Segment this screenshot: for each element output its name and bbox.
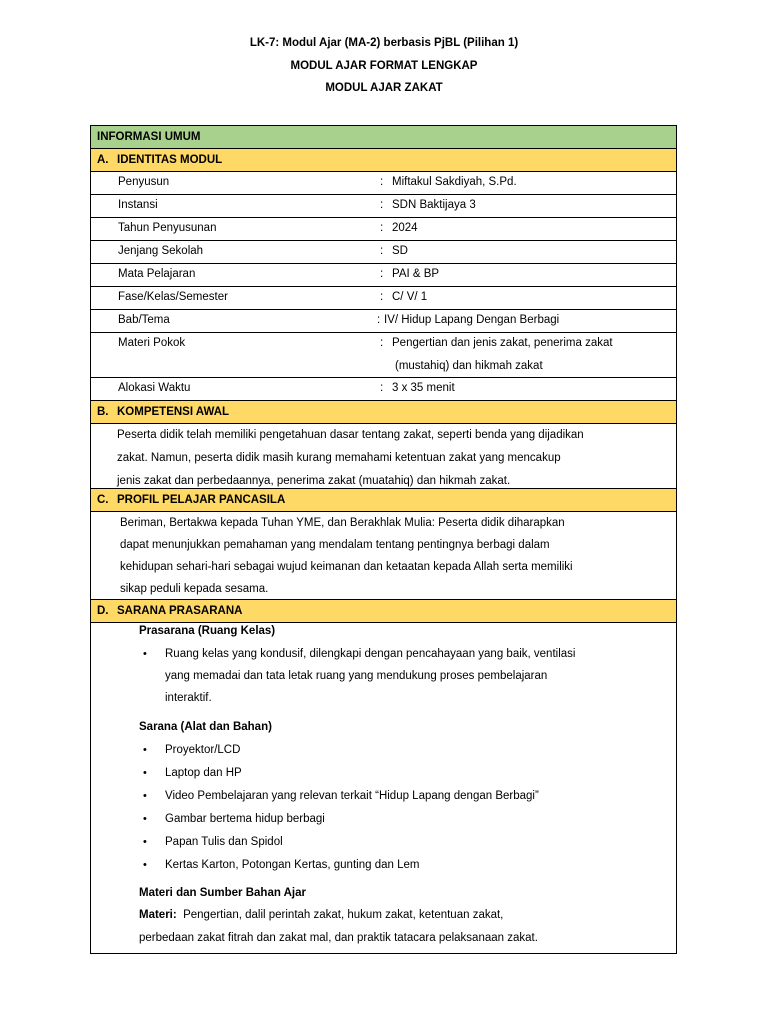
sarana-item: Gambar bertema hidup berbagi (165, 813, 325, 825)
identity-value: IV/ Hidup Lapang Dengan Berbagi (384, 314, 560, 326)
section-d-title: SARANA PRASARANA (117, 605, 243, 617)
identity-colon: : (380, 291, 384, 303)
sarana-item: Laptop dan HP (165, 767, 242, 779)
identity-colon: : (380, 337, 384, 349)
paragraph-line: Beriman, Bertakwa kepada Tuhan YME, dan Berakhlak Mulia: Peserta didik diharapkan (120, 517, 565, 529)
prasarana-title: Prasarana (Ruang Kelas) (139, 625, 276, 637)
identity-colon: : (380, 245, 384, 257)
section-b-number: B. (97, 406, 109, 418)
identity-row (91, 241, 676, 264)
identity-label: Alokasi Waktu (118, 382, 191, 394)
materi-line (139, 904, 503, 927)
paragraph-line: jenis zakat dan perbedaannya, penerima zakat (muatahiq) dan hikmah zakat. (117, 475, 511, 487)
section-c-header (91, 489, 676, 512)
identity-row (91, 287, 676, 310)
section-d-number: D. (97, 605, 109, 617)
section-a-title: IDENTITAS MODUL (117, 154, 223, 166)
identity-value-continued: (mustahiq) dan hikmah zakat (395, 360, 543, 372)
bullet-icon: • (143, 813, 147, 825)
paragraph-line: dapat menunjukkan pemahaman yang mendalam tentang pentingnya berbagi dalam (120, 539, 550, 551)
section-b-title: KOMPETENSI AWAL (117, 406, 230, 418)
identity-colon: : (380, 382, 384, 394)
module-table (90, 125, 677, 954)
identity-value: Miftakul Sakdiyah, S.Pd. (392, 176, 517, 188)
bullet-icon: • (143, 744, 147, 756)
bullet-icon: • (143, 790, 147, 802)
identity-colon: : (380, 199, 384, 211)
section-c-body (91, 512, 676, 600)
identity-row (91, 264, 676, 287)
identity-row (91, 218, 676, 241)
section-a-header (91, 149, 676, 172)
materi-line: perbedaan zakat fitrah dan zakat mal, dan praktik tatacara pelaksanaan zakat. (139, 932, 538, 944)
identity-value: 3 x 35 menit (392, 382, 455, 394)
document-header-line1: LK-7: Modul Ajar (MA-2) berbasis PjBL (Pilihan 1) (249, 37, 519, 49)
paragraph-line: Peserta didik telah memiliki pengetahuan dasar tentang zakat, seperti benda yang dijadikan (117, 429, 584, 441)
prasarana-item-line: Ruang kelas yang kondusif, dilengkapi dengan pencahayaan yang baik, ventilasi (165, 648, 576, 660)
section-d-header (91, 600, 676, 623)
identity-colon: : (380, 268, 384, 280)
sarana-title: Sarana (Alat dan Bahan) (139, 721, 272, 733)
identity-label: Bab/Tema (118, 314, 170, 326)
paragraph-line: kehidupan sehari-hari sebagai wujud keimanan dan ketaatan kepada Allah serta memiliki (120, 561, 573, 573)
section-c-title: PROFIL PELAJAR PANCASILA (117, 494, 286, 506)
materi-text: Pengertian, dalil perintah zakat, hukum zakat, ketentuan zakat, (183, 909, 504, 921)
identity-label: Jenjang Sekolah (118, 245, 204, 257)
identity-label: Penyusun (118, 176, 170, 188)
identity-value: PAI & BP (392, 268, 440, 280)
general-info-title: INFORMASI UMUM (97, 131, 201, 143)
paragraph-line: sikap peduli kepada sesama. (120, 583, 269, 595)
section-d-body (91, 623, 676, 953)
sarana-item: Video Pembelajaran yang relevan terkait “Hidup Lapang dengan Berbagi” (165, 790, 539, 802)
identity-value: Pengertian dan jenis zakat, penerima zakat (392, 337, 613, 349)
sarana-item: Kertas Karton, Potongan Kertas, gunting dan Lem (165, 859, 420, 871)
identity-label: Instansi (118, 199, 158, 211)
bullet-icon: • (143, 767, 147, 779)
section-a-number: A. (97, 154, 109, 166)
materi-title: Materi dan Sumber Bahan Ajar (139, 887, 307, 899)
identity-row (91, 310, 676, 333)
bullet-icon: • (143, 836, 147, 848)
identity-label: Materi Pokok (118, 337, 186, 349)
bullet-icon: • (143, 648, 147, 660)
sarana-item: Proyektor/LCD (165, 744, 241, 756)
identity-colon: : (377, 314, 381, 326)
prasarana-item-line: interaktif. (165, 692, 212, 704)
identity-row (91, 195, 676, 218)
identity-value: SD (392, 245, 408, 257)
identity-row (91, 333, 676, 378)
materi-label: Materi: (139, 909, 177, 921)
identity-colon: : (380, 222, 384, 234)
general-info-header (91, 126, 676, 149)
identity-value: C/ V/ 1 (392, 291, 428, 303)
identity-label: Tahun Penyusunan (118, 222, 217, 234)
identity-row (91, 172, 676, 195)
identity-value: SDN Baktijaya 3 (392, 199, 476, 211)
paragraph-line: zakat. Namun, peserta didik masih kurang memahami ketentuan zakat yang mencakup (117, 452, 561, 464)
identity-value: 2024 (392, 222, 418, 234)
sarana-item: Papan Tulis dan Spidol (165, 836, 283, 848)
document-header-line2: MODUL AJAR FORMAT LENGKAP (290, 60, 478, 72)
section-b-body (91, 424, 676, 489)
prasarana-item-line: yang memadai dan tata letak ruang yang mendukung proses pembelajaran (165, 670, 548, 682)
bullet-icon: • (143, 859, 147, 871)
identity-colon: : (380, 176, 384, 188)
identity-row (91, 378, 676, 401)
identity-label: Mata Pelajaran (118, 268, 196, 280)
document-title: MODUL AJAR ZAKAT (325, 82, 443, 94)
section-c-number: C. (97, 494, 109, 506)
identity-label: Fase/Kelas/Semester (118, 291, 228, 303)
section-b-header (91, 401, 676, 424)
